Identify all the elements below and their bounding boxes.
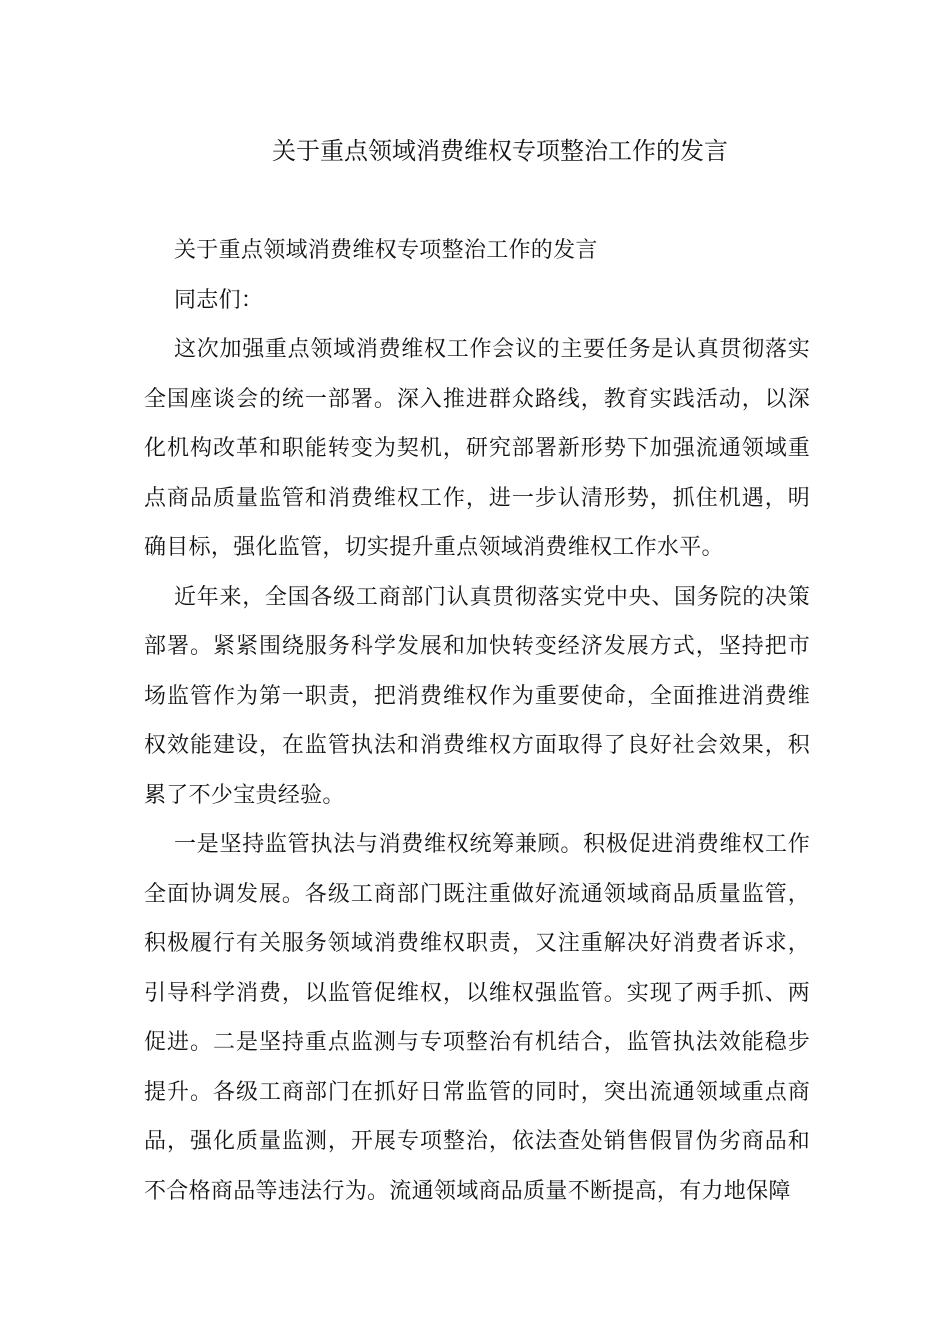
paragraph-salutation: 同志们： [174,287,264,313]
paragraph-heading: 关于重点领域消费维权专项整治工作的发言 [174,238,598,263]
document-title-text: 关于重点领域消费维权专项整治工作的发言 [272,137,728,165]
paragraph: 这次加强重点领域消费维权工作会议的主要任务是认真贯彻落实全国座谈会的统一部署。深入推进群众路线，教育实践活动，以深化机构改革和职能转变为契机，研究部署新形势下加强流通领域重点商品质量监管和消费维权工作，进一步认清形势，抓住机遇，明确目标，强化监管，切实提升重点领域消费维权工作水平。 [144,337,810,560]
paragraph: 近年来，全国各级工商部门认真贯彻落实党中央、国务院的决策部署。紧紧围绕服务科学发展和加快转变经济发展方式，坚持把市场监管作为第一职责，把消费维权作为重要使命，全面推进消费维权效能建设，在监管执法和消费维权方面取得了良好社会效果，积累了不少宝贵经验。 [144,584,810,808]
document-body [144,226,810,1216]
paragraph: 一是坚持监管执法与消费维权统筹兼顾。积极促进消费维权工作全面协调发展。各级工商部门既注重做好流通领域商品质量监管，积极履行有关服务领域消费维权职责，又注重解决好消费者诉求，引导科学消费，以监管促维权，以维权强监管。实现了两手抓、两促进。二是坚持重点监测与专项整治有机结合，监管执法效能稳步提升。各级工商部门在抓好日常监管的同时，突出流通领域重点商品，强化质量监测，开展专项整治，依法查处销售假冒伪劣商品和不合格商品等违法行为。流通领域商品质量不断提高，有力地保障 [144,832,810,1204]
document-title [0,133,950,169]
